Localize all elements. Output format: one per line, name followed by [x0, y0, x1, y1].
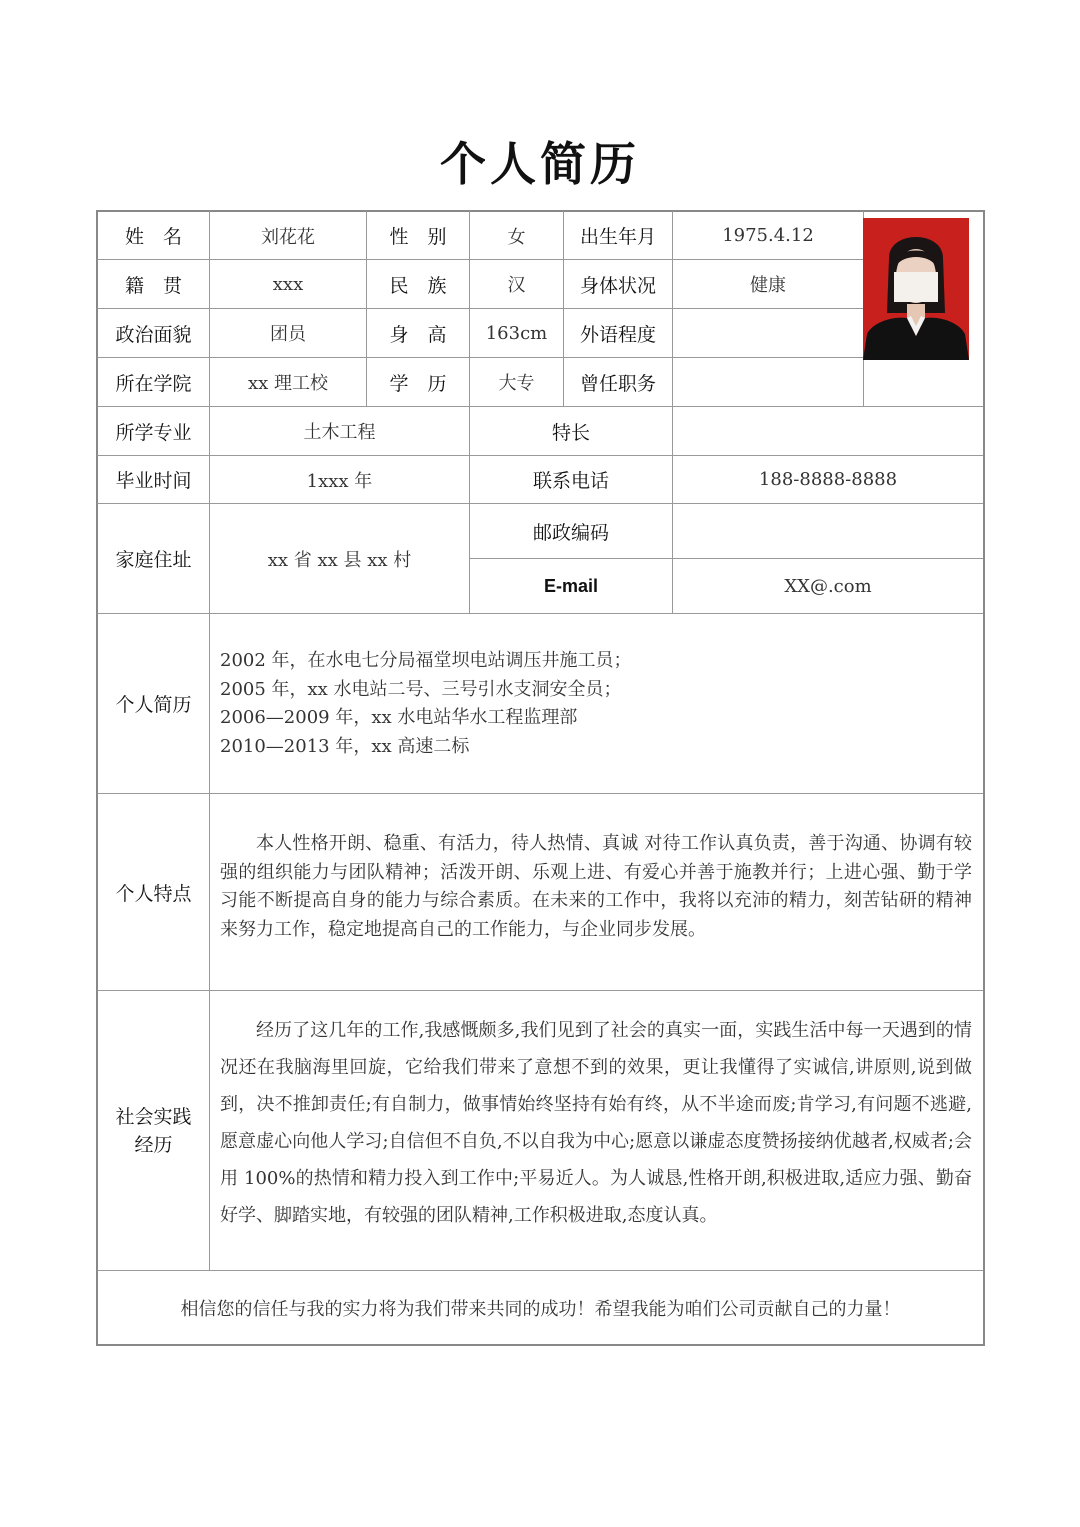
portrait-icon — [863, 218, 969, 360]
politics-label: 政治面貌 — [115, 323, 192, 346]
resume-line: 2010—2013 年，xx 高速二标 — [220, 735, 470, 757]
specialty-value — [673, 407, 983, 455]
health-label: 身体状况 — [579, 274, 656, 297]
postcode-value — [673, 504, 983, 558]
resume-line: 2006—2009 年，xx 水电站华水工程监理部 — [220, 707, 578, 728]
page-title: 个人简历 — [440, 137, 640, 191]
ethnicity-value: 汉 — [507, 275, 526, 296]
major-value: 土木工程 — [303, 422, 376, 443]
portrait-photo — [863, 218, 969, 360]
height-value: 163cm — [485, 322, 548, 344]
position-label: 曾任职务 — [579, 372, 656, 395]
phone-value: 188-8888-8888 — [758, 469, 898, 490]
name-label: 姓 名 — [124, 226, 182, 248]
native-label: 籍 贯 — [124, 274, 182, 297]
specialty-label: 特长 — [551, 421, 590, 444]
address-label: 家庭住址 — [115, 549, 192, 571]
education-label: 学 历 — [389, 372, 447, 395]
language-label: 外语程度 — [579, 323, 656, 346]
graduation-label: 毕业时间 — [115, 470, 192, 492]
health-value: 健康 — [750, 275, 786, 296]
school-value: xx 理工校 — [247, 373, 329, 394]
address-value: xx 省 xx 县 xx 村 — [267, 549, 412, 571]
practice-label-line2: 经历 — [134, 1133, 173, 1156]
major-label: 所学专业 — [115, 421, 192, 444]
education-value: 大专 — [498, 373, 535, 394]
closing-statement: 相信您的信任与我的实力将为我们带来共同的成功！希望我能为咱们公司贡献自己的力量！ — [180, 1298, 901, 1320]
language-value — [673, 309, 863, 357]
graduation-value: 1xxx 年 — [306, 470, 373, 492]
traits-text-block — [220, 830, 972, 944]
practice-label-line1: 社会实践 — [115, 1105, 192, 1128]
birth-value: 1975.4.12 — [722, 225, 814, 246]
practice-text-block — [220, 1012, 972, 1234]
height-label: 身 高 — [389, 323, 447, 346]
native-value: xxx — [272, 273, 304, 295]
phone-label: 联系电话 — [532, 470, 609, 492]
resume-line: 2005 年，xx 水电站二号、三号引水支洞安全员； — [220, 678, 622, 700]
practice-label — [98, 991, 209, 1270]
row-divider — [97, 613, 983, 614]
email-value: XX@.com — [784, 575, 872, 597]
gender-value: 女 — [507, 226, 526, 248]
resume-line: 2002 年，在水电七分局福堂坝电站调压井施工员； — [220, 650, 632, 671]
traits-label: 个人特点 — [115, 882, 192, 905]
email-label: E-mail — [543, 575, 599, 596]
postcode-label: 邮政编码 — [532, 521, 609, 544]
name-value: 刘花花 — [261, 226, 315, 248]
ethnicity-label: 民 族 — [389, 274, 447, 297]
traits-text: 本人性格开朗、稳重、有活力，待人热情、真诚 对待工作认真负责，善于沟通、协调有较强的组织能力与团队精神；活泼开朗、乐观上进、有爱心并善于施教并行；上进心强、勤于学习能不断提高自身的能力与综合素质。在未来的工作中，我将以充沛的精力，刻苦钻研的精神来努力工作，稳定地提高自己的工作能力，与企业同步发展。 — [220, 833, 972, 940]
row-divider — [97, 990, 983, 991]
resume-list — [220, 647, 970, 761]
row-divider — [97, 793, 983, 794]
resume-label: 个人简历 — [115, 694, 192, 716]
gender-label: 性 别 — [389, 226, 447, 248]
practice-text: 经历了这几年的工作,我感慨颇多,我们见到了社会的真实一面，实践生活中每一天遇到的情况还在我脑海里回旋，它给我们带来了意想不到的效果，更让我懂得了实诚信,讲原则,说到做到，决不推卸责任;有自制力，做事情始终坚持有始有终，从不半途而废;肯学习,有问题不逃避,愿意虚心向他人学习;自信但不自负,不以自我为中心;愿意以谦虚态度赞扬接纳优越者,权威者;会用 100%的热情和精力投入到工作中;平易近人。为人诚恳,性格开朗,积极进取,适应力强、勤奋好学、脚踏实地，有较强的团队精神,工作积极进取,态度认真。 — [220, 1020, 972, 1226]
position-value — [673, 358, 983, 406]
school-label: 所在学院 — [115, 372, 192, 395]
birth-label: 出生年月 — [579, 226, 656, 248]
politics-value: 团员 — [270, 324, 306, 345]
